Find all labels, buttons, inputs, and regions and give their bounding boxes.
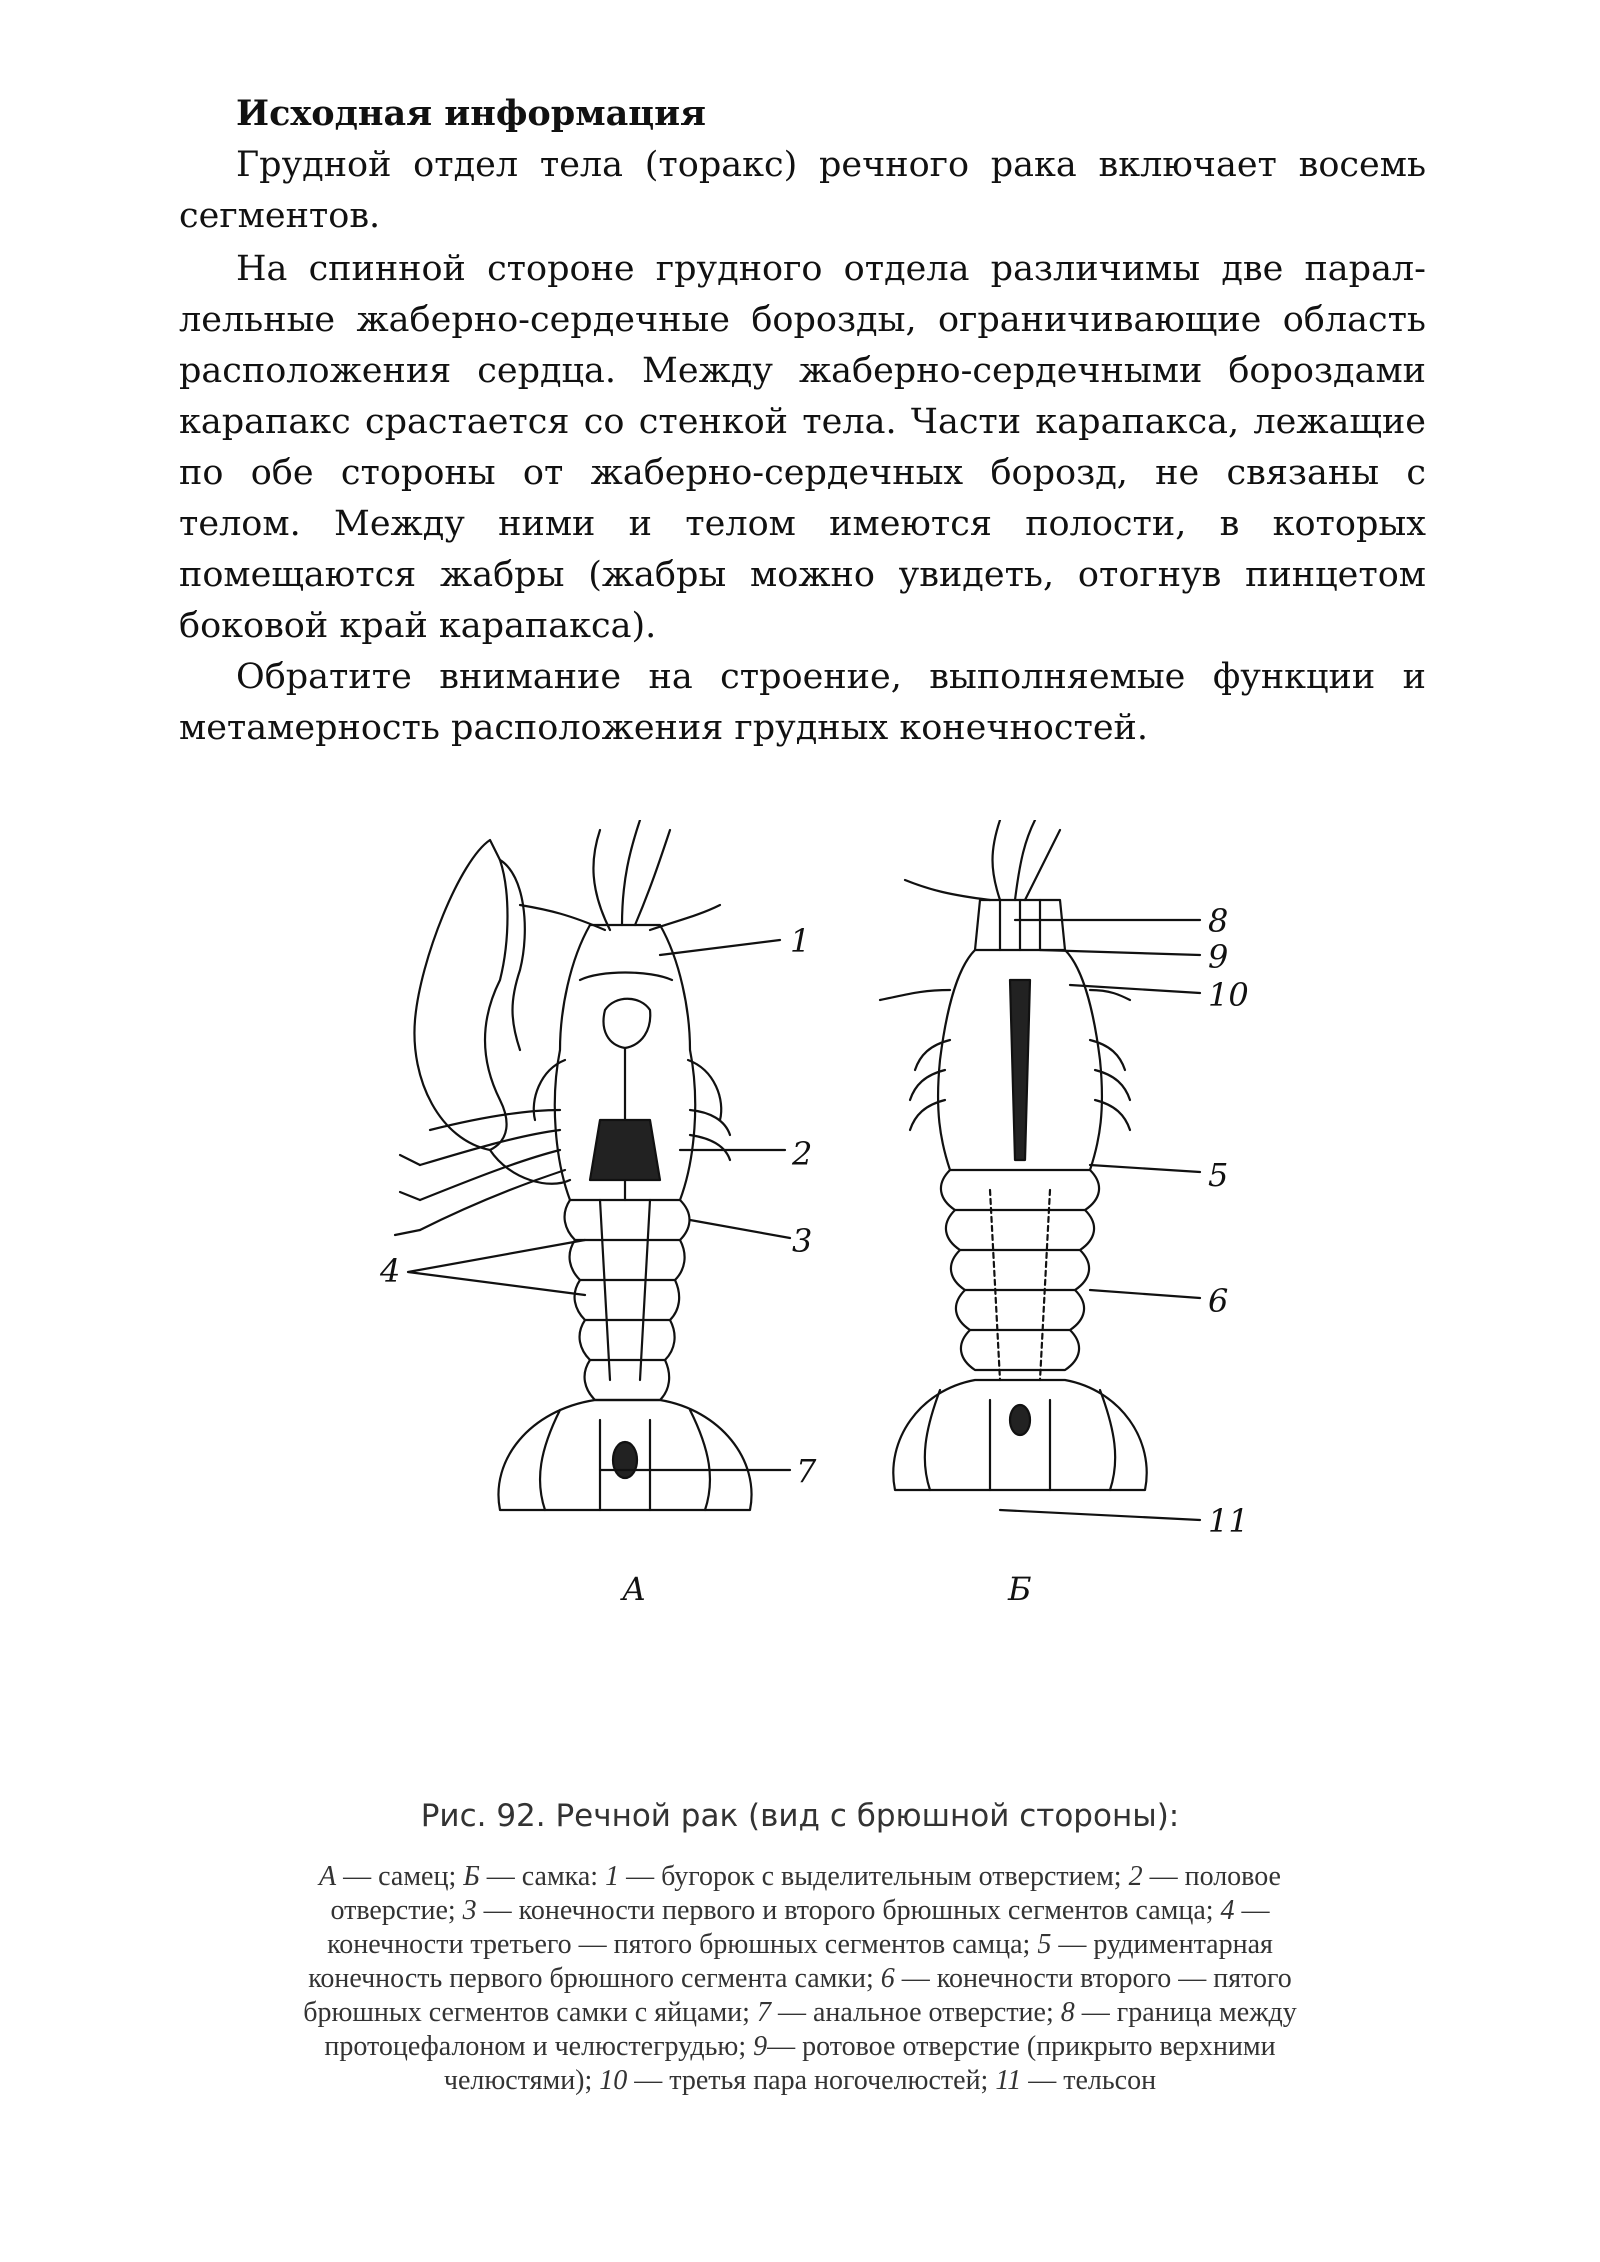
legend-text: — бугорок с выделительным отверстием;	[619, 1861, 1129, 1892]
leader-11	[1000, 1510, 1200, 1520]
legend-text: — конечности второго — пятого брюшных сегментов самки с яйцами;	[303, 1963, 1292, 2028]
legend-key: 2	[1128, 1861, 1143, 1892]
leader-5	[1090, 1165, 1200, 1172]
legend-key: 9	[753, 2031, 768, 2062]
leader-9	[1040, 950, 1200, 955]
male-crayfish-drawing	[395, 820, 752, 1510]
legend-key: 1	[605, 1861, 620, 1892]
figure-label-2: 2	[792, 1135, 813, 1173]
legend-text: — тельсон	[1021, 2065, 1157, 2096]
crayfish-illustration	[360, 820, 1310, 1770]
legend-text: — анальное отверстие;	[770, 1997, 1061, 2028]
leader-1	[660, 940, 780, 955]
figure-label-11: 11	[1208, 1502, 1249, 1540]
legend-text: — конечности первого и второго брюшных сегментов самца;	[476, 1895, 1221, 1926]
figure-label-4: 4	[380, 1252, 401, 1290]
legend-text: — ротовое отверстие (прикрыто верхними челюстями);	[443, 2031, 1276, 2096]
legend-key: 8	[1060, 1997, 1075, 2028]
legend-key: Б	[463, 1861, 480, 1892]
paragraph-carapace: На спинной стороне грудного отдела различимы две параллельные жаберно-сердечные борозды, ограничивающие область расположения сердца. Между жаберно-сердечными бороздами карапакс срастается со стенкой тела. Части карапакса, лежащие по обе стороны от жаберно-сердечных борозд, не связаны с телом. Между ними и телом имеются полости, в которых помещаются жабры (жабры можно увидеть, отогнув пинцетом боковой край карапакса).	[179, 249, 1426, 646]
legend-key: 11	[995, 2065, 1022, 2096]
paragraph-attention: Обратите внимание на строение, выполняемые функции и метамерность расположения грудных конечностей.	[179, 657, 1426, 748]
paragraph-thorax: Грудной отдел тела (торакс) речного рака включает восемь сегментов.	[179, 145, 1426, 236]
legend-key: 7	[756, 1997, 771, 2028]
leader-4	[408, 1240, 585, 1295]
legend-key: 10	[599, 2065, 628, 2096]
figure-label-8: 8	[1208, 902, 1229, 940]
leader-6	[1090, 1290, 1200, 1298]
leader-3	[690, 1220, 790, 1238]
leader-10	[1070, 985, 1200, 993]
legend-key: 6	[880, 1963, 895, 1994]
legend-key: 5	[1037, 1929, 1052, 1960]
legend-text: — третья пара ногочелюстей;	[627, 2065, 996, 2096]
figure-label-7: 7	[796, 1452, 817, 1490]
panel-label-b: Б	[1008, 1570, 1032, 1608]
legend-key: 4	[1220, 1895, 1235, 1926]
figure-caption-legend	[276, 1860, 1324, 2098]
legend-text: — рудиментарная конечность первого брюшного сегмента самки;	[308, 1929, 1273, 1994]
legend-text: — граница между протоцефалоном и челюстегрудью;	[324, 1997, 1297, 2062]
section-heading: Исходная информация	[236, 93, 706, 134]
legend-text: — половое отверстие;	[330, 1861, 1281, 1926]
figure-label-1: 1	[790, 922, 811, 960]
legend-text: — самец;	[336, 1861, 464, 1892]
figure-label-6: 6	[1208, 1282, 1229, 1320]
figure-label-5: 5	[1208, 1156, 1229, 1194]
legend-text: — самка:	[479, 1861, 606, 1892]
legend-key: 3	[462, 1895, 477, 1926]
crayfish-figure	[360, 820, 1310, 1770]
figure-label-10: 10	[1208, 976, 1249, 1014]
panel-label-a: А	[622, 1570, 647, 1608]
figure-caption-title: Рис. 92. Речной рак (вид с брюшной стороны):	[420, 1798, 1180, 1834]
figure-label-9: 9	[1208, 938, 1229, 976]
legend-text: — конечности третьего — пятого брюшных сегментов самца;	[327, 1895, 1270, 1960]
figure-label-3: 3	[792, 1222, 813, 1260]
legend-key: А	[319, 1861, 337, 1892]
